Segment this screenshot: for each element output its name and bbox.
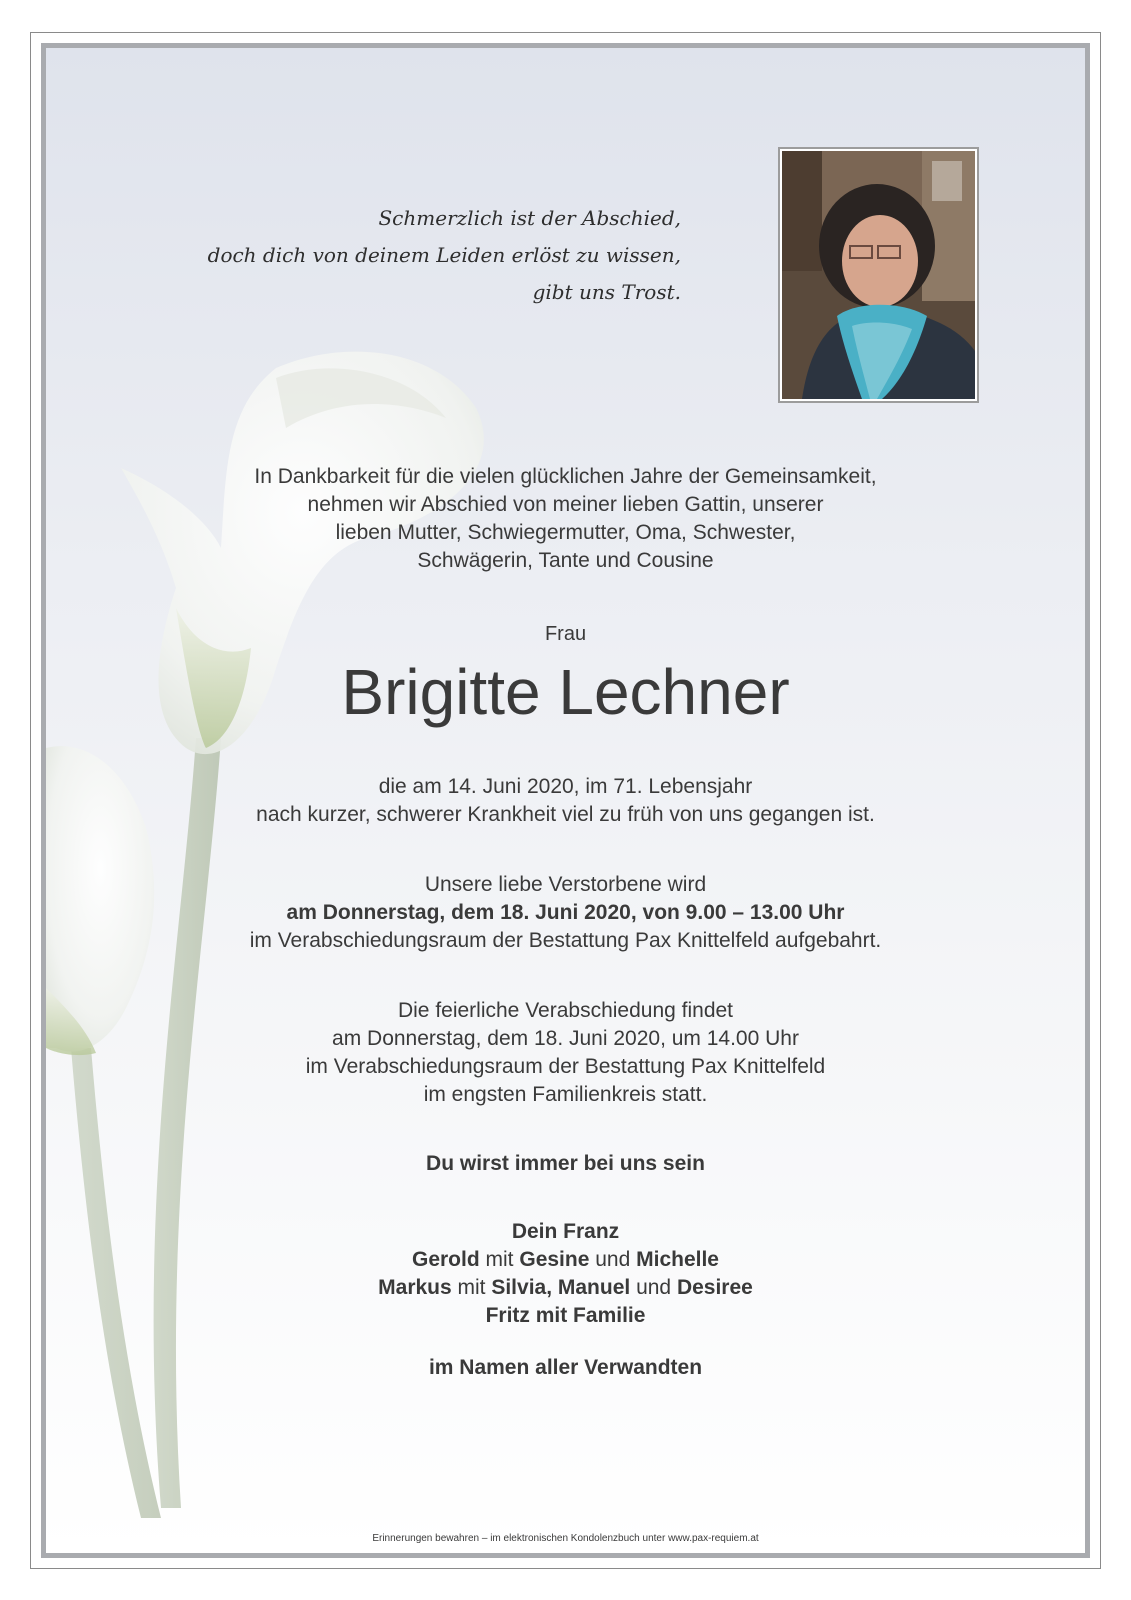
mourner-connector: mit [451, 1276, 492, 1299]
mourner-name: Gerold [412, 1248, 480, 1271]
death-line: nach kurzer, schwerer Krankheit viel zu früh von uns gegangen ist. [256, 803, 875, 826]
portrait-photo [778, 147, 979, 403]
mourners-list [41, 1218, 1090, 1330]
death-notice [41, 773, 1090, 829]
quote [161, 200, 681, 311]
death-line: die am 14. Juni 2020, im 71. Lebensjahr [378, 775, 753, 798]
mourner-line: Dein Franz [511, 1220, 620, 1243]
mourner-name: Markus [378, 1276, 452, 1299]
viewing-line: Unsere liebe Verstorbene wird [424, 873, 707, 896]
ceremony-line: am Donnerstag, dem 18. Juni 2020, um 14.00 Uhr [332, 1027, 799, 1050]
ceremony-line: im Verabschiedungsraum der Bestattung Pax Knittelfeld [305, 1055, 826, 1078]
footer-note: Erinnerungen bewahren – im elektronischen Kondolenzbuch unter www.pax-requiem.at [372, 1533, 759, 1544]
intro-line: nehmen wir Abschied von meiner lieben Gattin, unserer [307, 493, 824, 516]
mourner-line: Fritz mit Familie [485, 1304, 646, 1327]
mourner-name: Desiree [676, 1276, 753, 1299]
deceased-name: Brigitte Lechner [341, 656, 790, 728]
intro-text [41, 463, 1090, 575]
mourner-line [41, 1274, 1090, 1302]
viewing-info [41, 871, 1090, 955]
mourner-connector: und [589, 1248, 637, 1271]
mourner-line [41, 1246, 1090, 1274]
viewing-line: im Verabschiedungsraum der Bestattung Pax Knittelfeld aufgebahrt. [249, 929, 882, 952]
quote-line: gibt uns Trost. [532, 280, 681, 304]
quote-line: Schmerzlich ist der Abschied, [378, 206, 681, 230]
ceremony-line: im engsten Familienkreis statt. [423, 1083, 708, 1106]
intro-line: In Dankbarkeit für die vielen glücklichen Jahre der Gemeinsamkeit, [254, 465, 877, 488]
motto: Du wirst immer bei uns sein [426, 1152, 705, 1175]
ceremony-line: Die feierliche Verabschiedung findet [397, 999, 734, 1022]
ceremony-info [41, 997, 1090, 1109]
viewing-date-line: am Donnerstag, dem 18. Juni 2020, von 9.00 – 13.00 Uhr [286, 901, 845, 924]
intro-line: lieben Mutter, Schwiegermutter, Oma, Schwester, [335, 521, 796, 544]
mourner-name: Silvia, Manuel [491, 1276, 631, 1299]
salutation: Frau [544, 623, 587, 645]
intro-line: Schwägerin, Tante und Cousine [417, 549, 714, 572]
mourner-connector: mit [479, 1248, 520, 1271]
mourner-name: Gesine [519, 1248, 590, 1271]
closing-line: im Namen aller Verwandten [428, 1356, 703, 1379]
quote-line: doch dich von deinem Leiden erlöst zu wissen, [207, 243, 681, 267]
mourner-connector: und [630, 1276, 677, 1299]
mourner-name: Michelle [636, 1248, 719, 1271]
